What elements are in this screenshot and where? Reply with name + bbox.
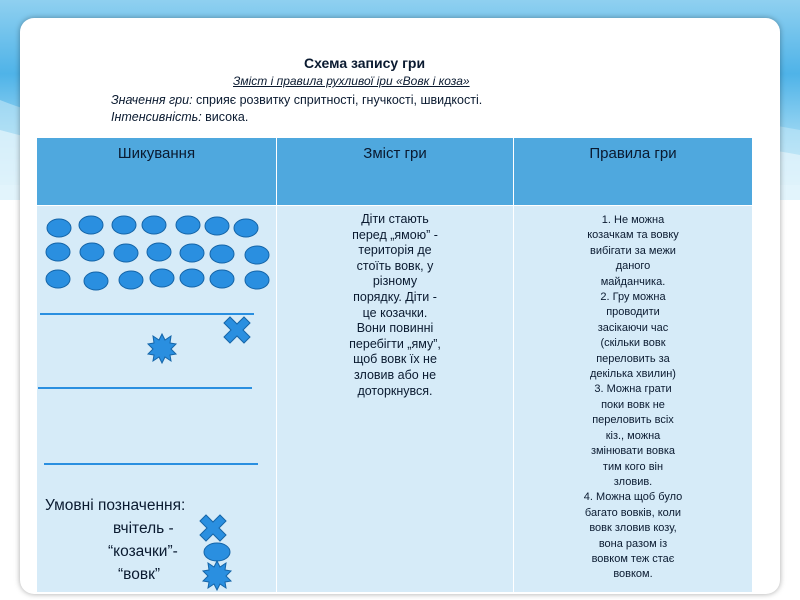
header-rules: Правила гри	[514, 138, 753, 206]
rules-cell	[514, 206, 753, 593]
teacher-x-icon	[224, 317, 250, 343]
legend-title: Умовні позначення:	[45, 497, 186, 514]
goats-group	[46, 216, 269, 290]
goat-icon	[245, 271, 269, 289]
goat-icon	[114, 244, 138, 262]
goat-icon	[46, 243, 70, 261]
meaning-text: сприяє розвитку спритності, гнучкості, швидкості.	[192, 93, 483, 107]
goat-icon	[119, 271, 143, 289]
goat-icon	[80, 243, 104, 261]
goat-icon	[180, 269, 204, 287]
content-text: Діти стають перед „ямою” - територія де стоїть вовк, у різному порядку. Діти - це козачки. Вони повинні перебігти „яму”, щоб вовк їх не зловив або не доторкнувся.	[349, 212, 441, 398]
goat-icon	[147, 243, 171, 261]
legend-teacher-label: вчітель -	[113, 520, 174, 537]
intensity-text: висока.	[201, 110, 249, 124]
meaning-label: Значення гри:	[111, 93, 193, 107]
goat-icon	[210, 245, 234, 263]
table-header-row	[37, 138, 753, 206]
legend-goat-icon	[204, 543, 230, 561]
goat-icon	[46, 270, 70, 288]
goat-icon	[205, 217, 229, 235]
header-formation: Шикування	[37, 138, 277, 206]
goat-icon	[234, 219, 258, 237]
goat-icon	[142, 216, 166, 234]
rules-text: 1. Не можна козачкам та вовку вибігати за межи даного майданчика. 2. Гру можна проводити засікаючи час (скільки вовк переловить за декілька хвилин) 3. Можна грати поки вовк не переловить всіх кіз., можна змінювати вовка тим кого він зловив. 4. Можна щоб було багато вовків, коли вовк зловив козу, вона разом із вовком теж стає вовком.	[583, 214, 683, 581]
goat-icon	[150, 269, 174, 287]
goat-icon	[245, 246, 269, 264]
goat-icon	[112, 216, 136, 234]
meaning-line	[111, 93, 482, 107]
goat-icon	[180, 244, 204, 262]
goat-icon	[210, 270, 234, 288]
goat-icon	[47, 219, 71, 237]
goat-icon	[79, 216, 103, 234]
header-content: Зміст гри	[277, 138, 514, 206]
slide-title: Схема запису гри	[304, 55, 426, 71]
intensity-label: Інтенсивність:	[111, 110, 202, 124]
goat-icon	[176, 216, 200, 234]
legend-wolf-label: “вовк”	[118, 566, 161, 583]
goat-icon	[84, 272, 108, 290]
wolf-star-icon	[148, 334, 176, 363]
content-cell	[277, 206, 514, 593]
legend-goats-label: “козачки”-	[108, 543, 178, 560]
legend-wolf-star-icon	[203, 561, 231, 590]
intensity-line	[111, 110, 248, 124]
legend-teacher-x-icon	[200, 515, 226, 541]
slide-subtitle: Зміст і правила рухливої іри «Вовк і коза»	[233, 74, 470, 88]
